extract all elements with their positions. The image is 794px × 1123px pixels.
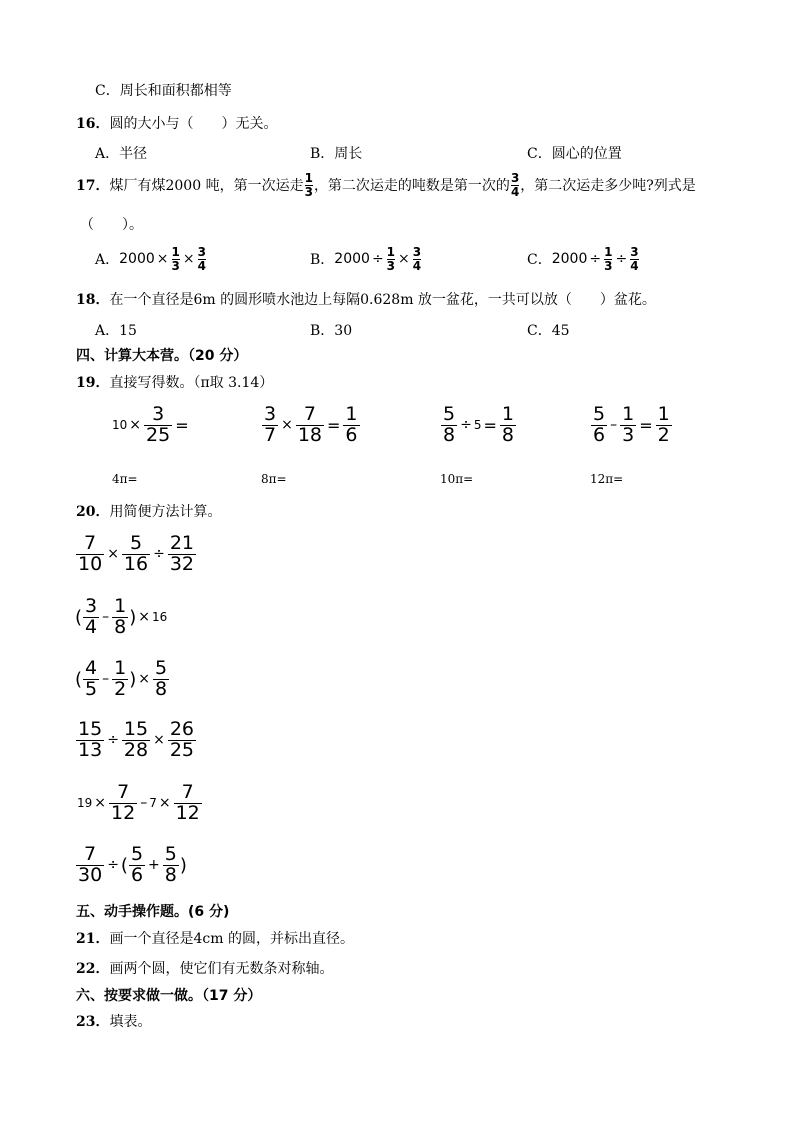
question-text-part2: ，第二次运走的吨数是第一次的 [313,178,510,195]
mental-calc-3: $\frac{5}{8}$ ÷ 5 = $\frac{1}{8}$ [443,403,514,446]
question-18 [76,293,656,307]
question-19 [76,376,273,390]
pi-calc-1: 4π= [112,472,138,486]
section-5-heading: 五、动手操作题。(6 分) [76,904,230,920]
simplify-calc-2: ( $\frac{3}{4}$ – $\frac{1}{8}$ ) × 16 [75,595,168,638]
pi-calc-4: 12π= [590,472,624,486]
q15-option-c: C．周长和面积都相等 [95,83,232,99]
pi-calc-3: 10π= [440,472,474,486]
fraction-one-third: $\frac{1}{3}$ [304,171,313,199]
mental-calc-4: $\frac{5}{6}$ – $\frac{1}{3}$ = $\frac{1}{2}$ [593,403,670,446]
question-22 [76,962,333,976]
q16-option-c: C．圆心的位置 [527,146,622,162]
question-16 [76,117,277,131]
q16-option-a: A．半径 [95,146,148,162]
question-text: 直接写得数。（π取 3.14） [109,375,274,391]
section-4-heading: 四、计算大本营。（20 分） [76,348,248,364]
question-text: 圆的大小与（ ）无关。 [109,116,278,132]
question-number: 21． [76,931,110,947]
question-number: 22． [76,961,110,977]
section-6-heading: 六、按要求做一做。（17 分） [76,988,262,1004]
question-20 [76,505,221,519]
q17-option-b: B． 2000 ÷ $\frac{1}{3}$ × $\frac{3}{4}$ [310,245,422,273]
question-23 [76,1015,151,1029]
simplify-calc-1: $\frac{7}{10}$ × $\frac{5}{16}$ ÷ $\frac{21}{32}$ [78,532,195,575]
q18-option-b: B．30 [310,323,353,339]
q16-option-b: B．周长 [310,146,363,162]
q17-option-c: C． 2000 ÷ $\frac{1}{3}$ ÷ $\frac{3}{4}$ [527,245,639,273]
question-number: 17． [76,178,110,195]
simplify-calc-6: $\frac{7}{30}$ ÷ ( $\frac{5}{6}$ + $\frac{5}{8}$ ) [78,843,187,886]
q17-blank-line: （ ）。 [80,217,143,233]
question-text: 填表。 [109,1014,152,1030]
q17-option-a: A． 2000 × $\frac{1}{3}$ × $\frac{3}{4}$ [95,245,206,273]
pi-calc-2: 8π= [261,472,287,486]
question-number: 18． [76,292,110,308]
question-text-part3: ，第二次运走多少吨?列式是 [520,178,696,195]
question-text: 用简便方法计算。 [109,504,222,520]
question-text-part1: 煤厂有煤2000 吨，第一次运走 [109,178,304,195]
simplify-calc-5: 19 × $\frac{7}{12}$ – 7 × $\frac{7}{12}$ [77,781,200,824]
q18-option-c: C．45 [527,323,570,339]
simplify-calc-4: $\frac{15}{13}$ ÷ $\frac{15}{28}$ × $\frac{26}{25}$ [78,718,195,761]
question-number: 20． [76,504,110,520]
question-number: 23． [76,1014,110,1030]
q18-option-a: A．15 [95,323,137,339]
question-number: 19． [76,375,110,391]
question-21 [76,932,354,946]
question-text: 画一个直径是4cm 的圆，并标出直径。 [109,931,354,947]
mental-calc-2: $\frac{3}{7}$ × $\frac{7}{18}$ = $\frac{1}{6}$ [264,403,358,446]
mental-calc-1: 10 × $\frac{3}{25}$ = [112,403,189,446]
question-17 [76,172,696,198]
simplify-calc-3: ( $\frac{4}{5}$ – $\frac{1}{2}$ ) × $\frac{5}{8}$ [75,657,168,700]
question-text: 在一个直径是6m 的圆形喷水池边上每隔0.628m 放一盆花，一共可以放（ ）盆花。 [109,292,656,308]
question-number: 16． [76,116,110,132]
fraction-three-quarters: $\frac{3}{4}$ [510,171,520,199]
question-text: 画两个圆，使它们有无数条对称轴。 [109,961,334,977]
